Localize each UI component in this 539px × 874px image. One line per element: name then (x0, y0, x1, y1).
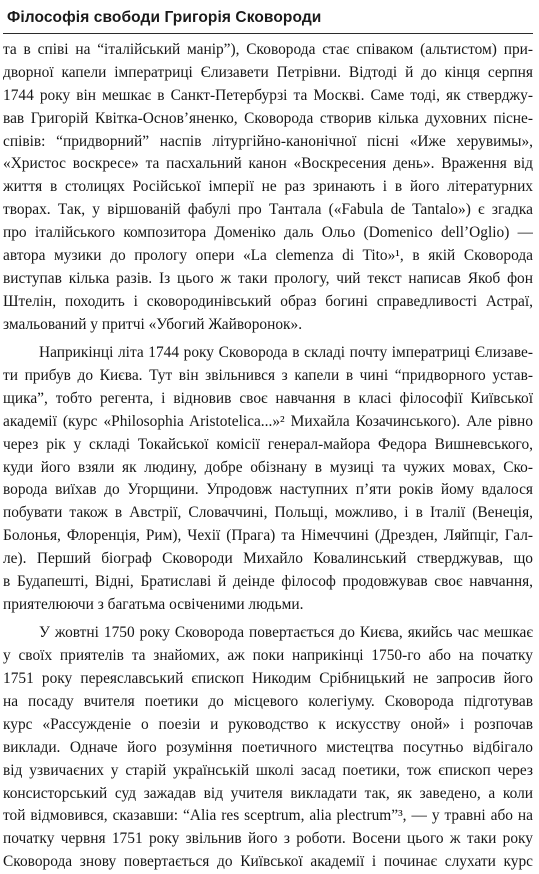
text-line: Штелін, походить і сковородинівський образ богині справедливості Астраї, (3, 292, 533, 310)
text-line: курс «Рассужденіе о поезіи и руководство к искусству оной» і розпочав (3, 715, 533, 733)
paragraph (3, 622, 533, 874)
text-line: творах. Так, у віршованій фабулі про Тантала («Fabula de Tantalo») є згадка (3, 201, 533, 219)
text-line: життя в столицях Російської імперії не раз зринають і в його літературних (3, 178, 533, 196)
text-line: автора музики до прологу опери «La clemenza di Tito»¹, в якій Сковорода (3, 247, 533, 265)
text-line: 1751 року переяславський єпископ Никодим Срібницький не запросив його (3, 670, 533, 688)
text-line: консисторський суд зажадав від учителя викладати так, як заведено, а коли (3, 784, 533, 802)
body-text (3, 39, 533, 874)
text-line: початку червня 1751 року звільнив його з роботи. Восени цього ж таки року (3, 830, 533, 848)
paragraph (3, 39, 533, 337)
text-line: побувати також в Австрії, Словаччині, Польщі, можливо, і в Італії (Венеція, (3, 504, 533, 522)
text-line: Сковорода знову повертається до Київської академії і починає слухати курс (3, 853, 533, 871)
text-line: та в співі на “італійський манір”), Сковорода стає співаком (альтистом) при- (3, 41, 533, 58)
text-line: ле). Перший біограф Сковороди Михайло Ковалинський стверджував, що (3, 550, 533, 568)
text-line: Болонья, Флоренція, Рим), Чехії (Прага) та Німеччині (Дрезден, Ляйпціг, Гал- (3, 527, 533, 545)
text-line: У жовтні 1750 року Сковорода повертається до Києва, якийсь час мешкає (39, 624, 533, 642)
text-line: приятелюючи з багатьма освіченими людьми. (3, 595, 304, 613)
text-line: співів: “придворний” наспів літургійно-канонічної пісні «Иже херувимы», (3, 132, 533, 150)
text-line: на посаду вчителя поетики до місцевого колегіуму. Сковорода підготував (3, 692, 533, 710)
text-line: від узвичаєних у старій українській школі засад поетики, тож єпископ через (3, 761, 533, 779)
text-line: в Будапешті, Відні, Братиславі й деінде філософ продовжував своє навчання, (3, 572, 533, 590)
text-line: той відмовився, сказавши: “Alia res sceptrum, alia plectrum”³, — у травні або на (3, 807, 533, 825)
text-line: дворної капели імператриці Єлизавети Петрівни. Відтоді й до кінця серпня (3, 63, 533, 81)
text-line: щика”, тобто регента, і відновив своє навчання в класі філософії Київської (3, 389, 533, 407)
text-line: виступав кілька разів. Із цього ж таки прологу, чий текст написав Якоб фон (3, 269, 533, 287)
text-line: академії (курс «Philosophia Aristotelica...»² Михайла Козачинського). Але рівно (3, 412, 533, 430)
text-line: вав Григорій Квітка-Основ’яненко, Сковорода створив кілька духовних пісне- (3, 109, 533, 127)
text-line: «Христос воскресе» та пасхальний канон «Воскресения день». Враження від (3, 155, 533, 173)
text-line: через рік у складі Токайської комісії генерал-майора Федора Вишневського, (3, 435, 533, 453)
text-line: у своїх приятелів та знайомих, аж поки наприкінці 1750-го або на початку (3, 647, 533, 665)
text-line: про італійського композитора Доменіко даль Ольо (Domenico dell’Oglio) — (3, 224, 533, 242)
running-header-title: Філософія свободи Григорія Сковороди (7, 9, 322, 26)
text-line: виклади. Одначе його розуміння поетичного мистецтва посутньо відбігало (3, 738, 533, 756)
text-line: куди його взяли як людину, добре обізнану в музиці та чужих мовах, Ско- (3, 458, 533, 476)
text-line: змальований у притчі «Убогий Жайворонок». (3, 315, 303, 333)
paragraph (3, 342, 533, 617)
text-line: Наприкінці літа 1744 року Сковорода в складі почту імператриці Єлизаве- (39, 344, 533, 362)
text-line: ворода виїхав до Угорщини. Упродовж наступних п’яти років йому вдалося (3, 481, 533, 499)
text-line: 1744 року він мешкає в Санкт-Петербурзі та Москві. Саме тоді, як стверджу- (3, 86, 533, 104)
text-line: ти прибув до Києва. Тут він звільнився з капели в чині “придворного устав- (3, 366, 533, 384)
running-header (3, 2, 533, 34)
